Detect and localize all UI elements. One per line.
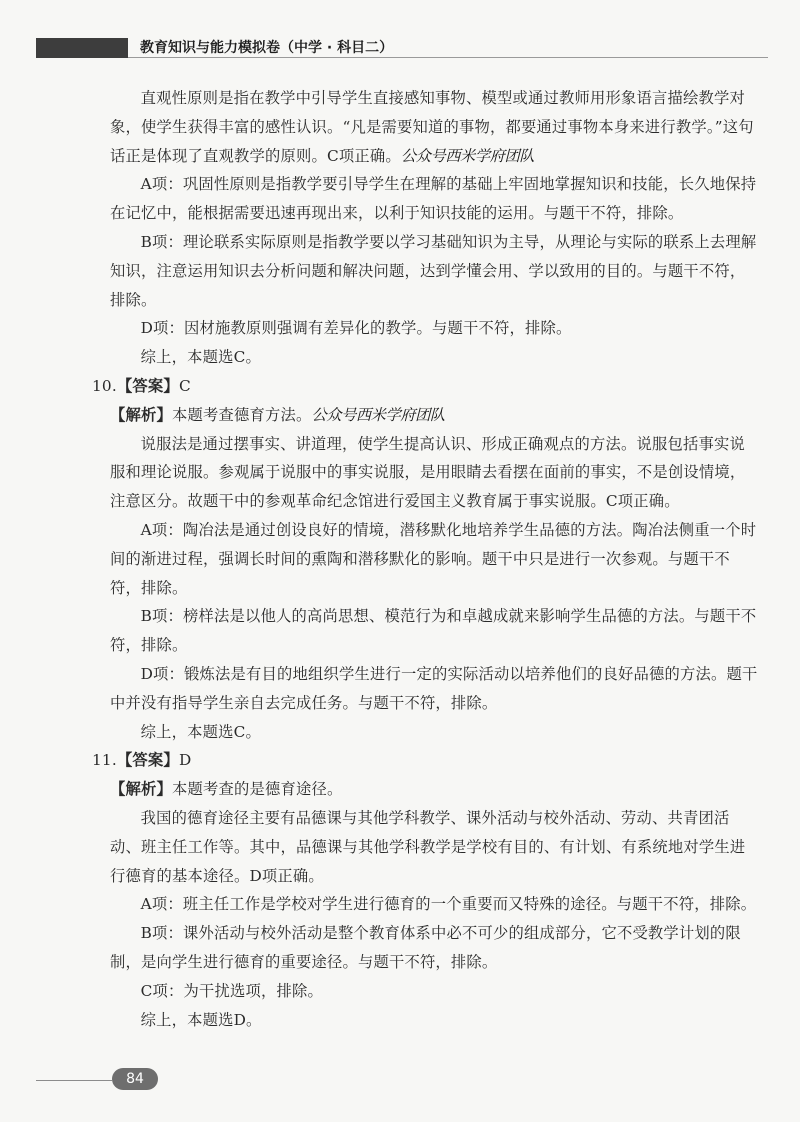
paragraph: B项：榜样法是以他人的高尚思想、模范行为和卓越成就来影响学生品德的方法。与题干不符，排除。 bbox=[110, 607, 757, 655]
paragraph: 综上，本题选C。 bbox=[140, 722, 261, 741]
paragraph: D项：锻炼法是有目的地组织学生进行一定的实际活动以培养他们的良好品德的方法。题干中并没有指导学生亲自去完成任务。与题干不符，排除。 bbox=[110, 664, 758, 712]
paragraph: 综上，本题选D。 bbox=[140, 1010, 262, 1029]
paragraph: 说服法是通过摆事实、讲道理，使学生提高认识、形成正确观点的方法。说服包括事实说服和理论说服。参观属于说服中的事实说服，是用眼睛去看摆在面前的事实，不是创设情境，注意区分。故题干中的参观革命纪念馆进行爱国主义教育属于事实说服。C项正确。 bbox=[110, 434, 746, 511]
answer-tag: 【答案】 bbox=[116, 376, 179, 395]
watermark-text: 公众号西米学府团队 bbox=[311, 405, 445, 424]
paragraph: B项：理论联系实际原则是指教学要以学习基础知识为主导，从理论与实际的联系上去理解知识，注意运用知识去分析问题和解决问题，达到学懂会用、学以致用的目的。与题干不符，排除。 bbox=[110, 232, 757, 309]
analysis-line: 【解析】本题考查的是德育途径。 bbox=[110, 780, 343, 799]
answer-line-10 bbox=[92, 372, 760, 401]
answer-value: D bbox=[178, 751, 192, 770]
paragraph: 直观性原则是指在教学中引导学生直接感知事物、模型或通过教师用形象语言描绘教学对象，使学生获得丰富的感性认识。“凡是需要知道的事物，都要通过事物本身来进行教学。”这句话正是体现了直观教学的原则。C项正确。公众号西米学府团队 bbox=[110, 89, 754, 165]
page-header-title: 教育知识与能力模拟卷（中学 · 科目二） bbox=[140, 40, 394, 56]
footer-divider bbox=[36, 1080, 112, 1081]
paragraph: A项：班主任工作是学校对学生进行德育的一个重要而又特殊的途径。与题干不符，排除。 bbox=[140, 895, 757, 914]
answer-value: C bbox=[178, 376, 191, 395]
question-number: 11. bbox=[92, 751, 117, 770]
page-number-badge: 84 bbox=[112, 1068, 158, 1090]
analysis-line: 【解析】本题考查德育方法。公众号西米学府团队 bbox=[110, 405, 445, 424]
analysis-tag: 【解析】 bbox=[110, 405, 172, 424]
paragraph: A项：巩固性原则是指教学要引导学生在理解的基础上牢固地掌握知识和技能，长久地保持在记忆中，能根据需要迅速再现出来，以利于知识技能的运用。与题干不符，排除。 bbox=[110, 175, 757, 223]
analysis-tag: 【解析】 bbox=[110, 780, 172, 799]
paragraph: B项：课外活动与校外活动是整个教育体系中必不可少的组成部分，它不受教学计划的限制，是向学生进行德育的重要途径。与题干不符，排除。 bbox=[110, 924, 741, 971]
question-number: 10. bbox=[92, 376, 117, 395]
page-body bbox=[92, 84, 760, 1034]
paragraph: 我国的德育途径主要有品德课与其他学科教学、课外活动与校外活动、劳动、共青团活动、班主任工作等。其中，品德课与其他学科教学是学校有目的、有计划、有系统地对学生进行德育的基本途径。D项正确。 bbox=[110, 808, 746, 885]
watermark-text: 公众号西米学府团队 bbox=[400, 146, 535, 165]
header-accent-bar bbox=[36, 38, 128, 58]
paragraph: D项：因材施教原则强调有差异化的教学。与题干不符，排除。 bbox=[140, 319, 572, 338]
answer-line-11 bbox=[92, 746, 760, 775]
paragraph: A项：陶冶法是通过创设良好的情境，潜移默化地培养学生品德的方法。陶冶法侧重一个时间的渐进过程，强调长时间的熏陶和潜移默化的影响。题干中只是进行一次参观。与题干不符，排除。 bbox=[110, 520, 757, 597]
answer-tag: 【答案】 bbox=[116, 751, 179, 770]
paragraph: C项：为干扰选项，排除。 bbox=[140, 981, 323, 1000]
paragraph: 综上，本题选C。 bbox=[140, 348, 261, 367]
